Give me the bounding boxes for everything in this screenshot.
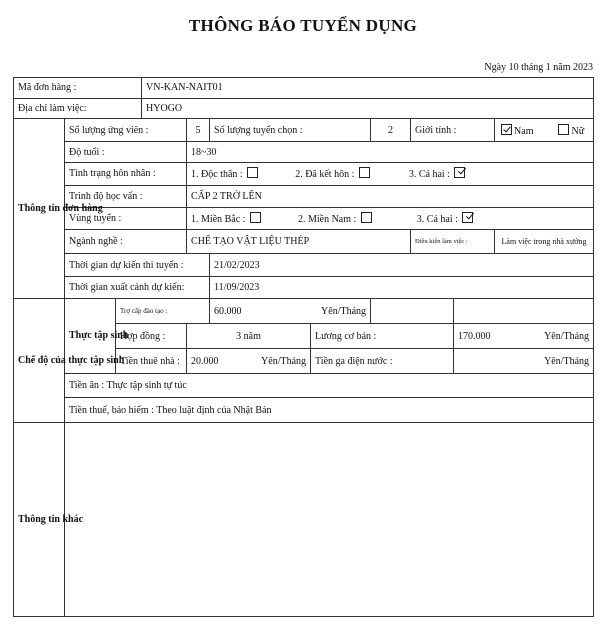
gender-male-checkbox[interactable]: [501, 124, 512, 135]
row-order-code: [14, 78, 594, 99]
job-label: Ngành nghề :: [65, 230, 187, 254]
contract-value: 3 năm: [187, 324, 311, 349]
utilities-label: Tiền ga điện nước :: [311, 349, 454, 374]
marital-married-checkbox[interactable]: [359, 167, 370, 178]
work-condition-value: Làm việc trong nhà xưởng: [495, 230, 594, 254]
marital-label: Tình trạng hôn nhân :: [65, 162, 187, 185]
row-tax: [14, 398, 594, 423]
row-other-info: [14, 423, 594, 617]
gender-options: [495, 119, 594, 142]
gender-male-label: Nam: [514, 125, 534, 137]
training-allowance-label: Trợ cấp đào tạo :: [116, 298, 210, 323]
page-title: THÔNG BÁO TUYỂN DỤNG: [188, 16, 418, 35]
departure-value: 11/09/2023: [210, 277, 594, 299]
order-code-value: VN-KAN-NAIT01: [142, 78, 594, 99]
applicants-label: Số lượng ứng viên :: [65, 119, 187, 142]
marital-single-checkbox[interactable]: [247, 167, 258, 178]
row-age: [14, 142, 594, 163]
region-label: Vùng tuyển :: [65, 207, 187, 230]
exam-date-label: Thời gian dự kiến thi tuyển :: [65, 254, 210, 277]
other-info-section-label: Thông tin khác: [14, 423, 65, 617]
contract-label: Hợp đồng :: [116, 324, 187, 349]
base-salary-unit: Yên/Tháng: [544, 330, 590, 342]
exam-date-value: 21/02/2023: [210, 254, 594, 277]
age-label: Độ tuổi :: [65, 142, 187, 163]
marital-options: [187, 162, 594, 185]
location-label: Địa chỉ làm việc:: [14, 98, 142, 119]
gender-female-checkbox[interactable]: [558, 124, 569, 135]
region-options: [187, 207, 594, 230]
row-marital: [14, 162, 594, 185]
base-salary-value: 170.000: [458, 330, 491, 342]
education-value: CẤP 2 TRỞ LÊN: [187, 185, 594, 207]
applicants-value: 5: [187, 119, 210, 142]
training-allowance-value: 60.000: [214, 305, 242, 317]
region-south-label: 2. Miền Nam :: [297, 213, 357, 225]
row-exam-date: [14, 254, 594, 277]
education-label: Trình độ học vấn :: [65, 185, 187, 207]
rent-value: 20.000: [191, 355, 219, 367]
row-meals: [14, 374, 594, 398]
selected-value: 2: [371, 119, 411, 142]
row-location: [14, 98, 594, 119]
region-both-label: 3. Cả hai :: [416, 213, 458, 225]
training-allowance-unit: Yên/Tháng: [321, 305, 367, 317]
job-value: CHẾ TẠO VẬT LIỆU THÉP: [187, 230, 411, 254]
region-north-checkbox[interactable]: [250, 212, 261, 223]
row-departure: [14, 277, 594, 299]
document-date: Ngày 10 tháng 1 năm 2023: [484, 62, 593, 73]
marital-married-label: 2. Đã kết hôn :: [295, 169, 355, 181]
tax-text: Tiền thuế, bảo hiểm : Theo luật định của Nhật Bản: [65, 398, 594, 423]
marital-single-label: 1. Độc thân :: [191, 169, 243, 181]
row-training-allowance: [14, 298, 594, 323]
row-job: [14, 230, 594, 254]
row-quantity: [14, 119, 594, 142]
age-value: 18~30: [187, 142, 594, 163]
region-both-checkbox[interactable]: [462, 212, 473, 223]
regime-section-label: Chế độ của thực tập sinh: [14, 298, 65, 422]
training-allowance-cell: [210, 298, 371, 323]
departure-label: Thời gian xuất cảnh dự kiến:: [65, 277, 210, 299]
rent-unit: Yên/Tháng: [261, 355, 307, 367]
order-code-label: Mã đơn hàng :: [14, 78, 142, 99]
base-salary-label: Lương cơ bản :: [311, 324, 454, 349]
base-salary-cell: [454, 324, 594, 349]
work-condition-label: Điều kiện làm việc :: [411, 230, 495, 254]
utilities-unit: Yên/Tháng: [454, 349, 594, 374]
gender-female-label: Nữ: [571, 125, 585, 137]
order-info-section-label: Thông tin đơn hàng: [14, 119, 65, 299]
location-value: HYOGO: [142, 98, 594, 119]
marital-both-checkbox[interactable]: [454, 167, 465, 178]
region-south-checkbox[interactable]: [361, 212, 372, 223]
other-info-content: [65, 423, 594, 617]
trainee-sub-label: Thực tập sinh: [65, 298, 116, 373]
region-north-label: 1. Miền Bắc :: [191, 213, 246, 225]
selected-label: Số lượng tuyển chọn :: [210, 119, 371, 142]
rent-cell: [187, 349, 311, 374]
marital-both-label: 3. Cả hai :: [408, 169, 450, 181]
meals-text: Tiền ăn : Thực tập sinh tự túc: [65, 374, 594, 398]
recruitment-form: [13, 77, 594, 617]
gender-label: Giới tính :: [411, 119, 495, 142]
rent-label: Tiền thuê nhà :: [116, 349, 187, 374]
